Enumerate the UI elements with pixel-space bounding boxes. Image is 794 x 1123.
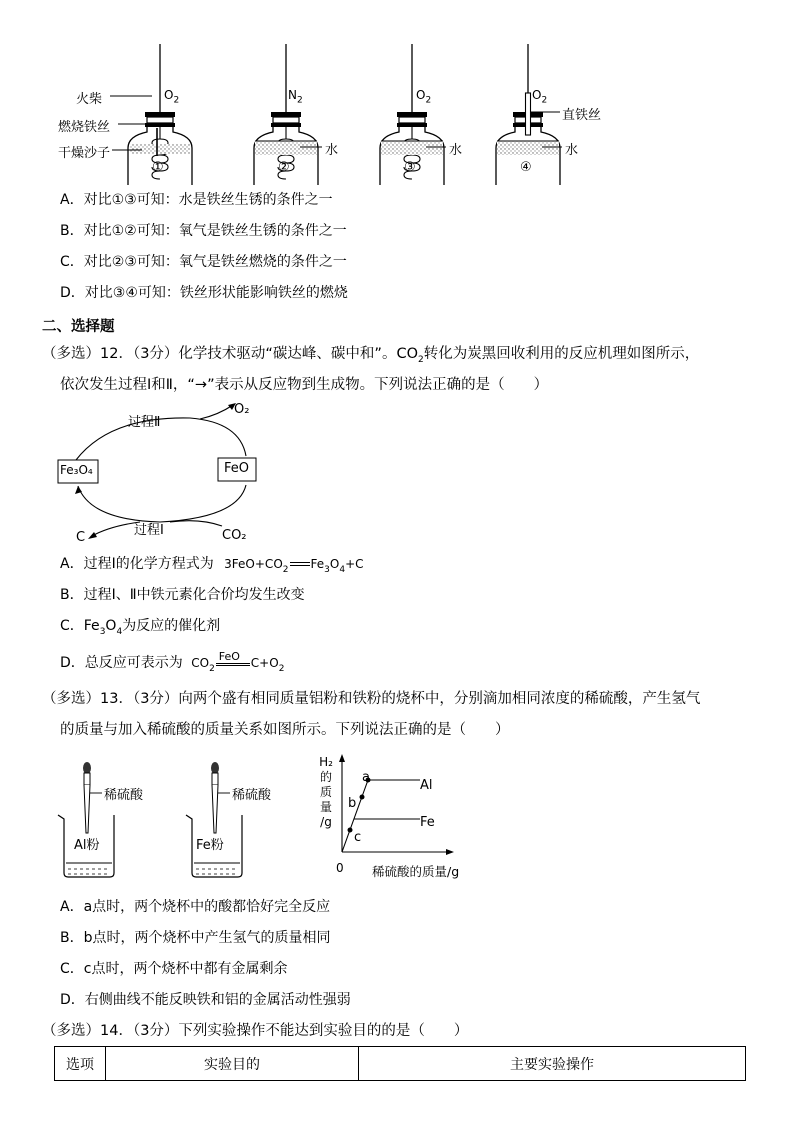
fe-powder-label: Fe粉	[196, 838, 224, 853]
point-a-label: a	[362, 770, 370, 785]
point-b-label: b	[348, 796, 357, 811]
chart-y-label: H₂ 的 质 量 /g	[319, 755, 333, 829]
table-header-row	[55, 1047, 746, 1081]
q13-option-b[interactable]: B．b点时，两个烧杯中产生氢气的质量相同	[60, 930, 331, 946]
dry-sand-label: 干燥沙子	[58, 146, 111, 161]
q12-option-c[interactable]: C．$Fe_3O_4$为反应的催化剂	[60, 618, 221, 637]
section-title: 二、选择题	[42, 319, 115, 335]
jar4-water-label: 水	[565, 143, 579, 158]
jar2-gas-label: $N_2$	[288, 88, 303, 106]
q12-stem-line1: （多选）12．（3分）化学技术驱动“碳达峰、碳中和”。$CO_2$转化为炭黑回收利用的反应机理如图所示，	[42, 346, 700, 365]
burning-wire-label: 燃烧铁丝	[58, 120, 111, 135]
process-1-label: 过程Ⅰ	[134, 523, 164, 538]
chart-x-label: 稀硫酸的质量/g	[372, 864, 460, 879]
q11-option-c[interactable]: C．对比②③可知：氧气是铁丝燃烧的条件之一	[60, 254, 347, 270]
point-c	[348, 828, 353, 833]
q13-option-a[interactable]: A．a点时，两个烧杯中的酸都恰好完全反应	[60, 899, 331, 915]
q14-table	[54, 1046, 746, 1081]
match-label: 火柴	[76, 92, 103, 107]
header-option: 选项	[55, 1047, 106, 1081]
chart-origin-label: 0	[336, 861, 344, 875]
q14-stem: （多选）14．（3分）下列实验操作不能达到实验目的的是（ ）	[42, 1023, 469, 1039]
jar3-number: ③	[404, 160, 416, 175]
q11-option-a[interactable]: A．对比①③可知：水是铁丝生锈的条件之一	[60, 192, 333, 208]
al-powder-label: Al粉	[74, 838, 100, 853]
acid-label-2: 稀硫酸	[232, 788, 272, 803]
co2-input-label: CO₂	[222, 528, 247, 543]
q11-option-d[interactable]: D．对比③④可知：铁丝形状能影响铁丝的燃烧	[60, 285, 348, 301]
q13-stem-line2: 的质量与加入稀硫酸的质量关系如图所示。下列说法正确的是（ ）	[60, 722, 510, 738]
q12-option-b[interactable]: B．过程Ⅰ、Ⅱ中铁元素化合价均发生改变	[60, 587, 305, 603]
jars-diagram	[0, 0, 794, 185]
jar3-water-label: 水	[449, 143, 463, 158]
jar4-gas-label: $O_2$	[532, 88, 548, 106]
header-operation: 主要实验操作	[359, 1047, 746, 1081]
jar2-number: ②	[278, 160, 290, 175]
straight-wire-label: 直铁丝	[562, 108, 602, 123]
reaction-condition: FeO	[216, 658, 250, 668]
acid-label-1: 稀硫酸	[104, 788, 144, 803]
jar1-number: ①	[152, 160, 164, 175]
equation-line	[290, 562, 310, 566]
jar2-water-label: 水	[325, 143, 339, 158]
q13-option-d[interactable]: D．右侧曲线不能反映铁和铝的金属活动性强弱	[60, 992, 351, 1008]
o2-output-label: O₂	[234, 402, 250, 417]
series-al-label: Al	[420, 778, 433, 793]
jar4-number: ④	[520, 160, 532, 175]
jar3-gas-label: $O_2$	[416, 88, 432, 106]
q13-option-c[interactable]: C．c点时，两个烧杯中都有金属剩余	[60, 961, 288, 977]
q12-option-d[interactable]: D．总反应可表示为 $CO_2$ FeO $C+O_2$	[60, 650, 285, 674]
point-b	[360, 795, 365, 800]
process-2-label: 过程Ⅱ	[128, 415, 161, 430]
q12-option-a[interactable]: A．过程Ⅰ的化学方程式为 $3FeO+CO_2$ $Fe_3O_4+C$	[60, 556, 364, 575]
c-output-label: C	[76, 530, 86, 545]
jar1-gas-label: $O_2$	[164, 88, 180, 106]
q13-stem-line1: （多选）13．（3分）向两个盛有相同质量铝粉和铁粉的烧杯中，分别滴加相同浓度的稀硫酸，产生氢气	[42, 691, 701, 707]
fe3o4-box-label: Fe₃O₄	[60, 463, 93, 477]
q12-stem-line2: 依次发生过程Ⅰ和Ⅱ，“→”表示从反应物到生成物。下列说法正确的是（ ）	[60, 377, 549, 393]
q11-option-b[interactable]: B．对比①②可知：氧气是铁丝生锈的条件之一	[60, 223, 347, 239]
feo-box-label: FeO	[224, 461, 249, 476]
beakers-diagram	[50, 755, 290, 885]
header-purpose: 实验目的	[106, 1047, 359, 1081]
point-c-label: c	[354, 830, 362, 845]
series-fe-label: Fe	[420, 815, 435, 830]
